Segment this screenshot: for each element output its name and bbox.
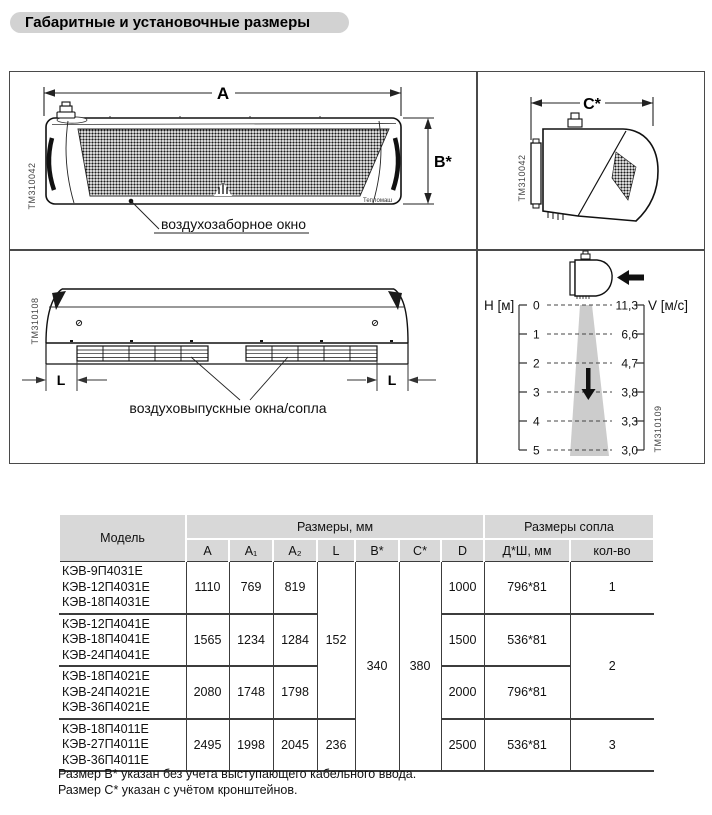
cell-A1: 1234: [229, 614, 273, 667]
cell-nozzle-size: 536*81: [484, 614, 570, 667]
cell-A2: 1284: [273, 614, 317, 667]
col-header-C: C*: [399, 539, 441, 562]
outlet-grille-right: [246, 346, 377, 361]
cell-nozzle-size: 796*81: [484, 562, 570, 614]
cell-L: 236: [317, 719, 355, 772]
velocity-tick-labels: [616, 299, 639, 458]
height-axis-label: H [м]: [484, 298, 515, 313]
svg-text:6,6: 6,6: [621, 327, 638, 342]
model-names: КЭВ-12П4041Е КЭВ-18П4041Е КЭВ-24П4041Е: [59, 614, 186, 667]
col-header-nozzle-count: кол-во: [570, 539, 654, 562]
cell-A1: 769: [229, 562, 273, 614]
svg-text:2: 2: [533, 356, 540, 371]
outlet-grille-left: [77, 346, 208, 361]
cell-A1: 1748: [229, 666, 273, 719]
cell-A2: 819: [273, 562, 317, 614]
col-group-dimensions: Размеры, мм: [186, 514, 484, 539]
brand-text: Тепломаш: [363, 198, 393, 204]
svg-text:1: 1: [533, 327, 540, 342]
model-names: КЭВ-9П4031Е КЭВ-12П4031Е КЭВ-18П4031Е: [59, 562, 186, 614]
spec-table-wrap: [58, 513, 655, 772]
unit-side-body: [531, 113, 658, 221]
col-header-A2: A₂: [273, 539, 317, 562]
dim-width-label: A: [216, 84, 230, 103]
svg-text:4: 4: [533, 414, 540, 429]
cell-A2: 1798: [273, 666, 317, 719]
cell-A: 1565: [186, 614, 229, 667]
cell-A: 1110: [186, 562, 229, 614]
cell-L: 152: [317, 562, 355, 719]
svg-text:3,0: 3,0: [621, 443, 638, 458]
drawing-code: TM310042: [517, 154, 527, 202]
col-header-D: D: [441, 539, 484, 562]
cell-nozzle-count: 1: [570, 562, 654, 614]
cell-nozzle-size: 796*81: [484, 666, 570, 719]
mounting-bracket: [531, 143, 541, 204]
cell-D: 1000: [441, 562, 484, 614]
cell-D: 2000: [441, 666, 484, 719]
dim-height-label: B*: [434, 154, 452, 171]
intake-grille: [78, 129, 389, 196]
section-title-text: Габаритные и установочные размеры: [25, 14, 311, 31]
svg-text:3,3: 3,3: [621, 414, 638, 429]
section-title: [10, 12, 349, 33]
dim-offset-right-label: L: [387, 372, 397, 388]
side-view-drawing: [476, 72, 704, 249]
cell-nozzle-size: 536*81: [484, 719, 570, 772]
inflow-arrow-icon: [617, 270, 644, 285]
footnote-c: Размер С* указан с учётом кронштейнов.: [58, 783, 298, 797]
cell-nozzle-count: 3: [570, 719, 654, 772]
col-header-model: Модель: [59, 514, 186, 562]
cable-gland-icon: [57, 102, 87, 123]
svg-text:3: 3: [533, 385, 540, 400]
footnote-b: Размер В* указан без учета выступающего кабельного ввода.: [58, 767, 417, 781]
col-header-A: A: [186, 539, 229, 562]
cell-A2: 2045: [273, 719, 317, 772]
dim-depth-label: C*: [583, 96, 601, 113]
unit-icon: [570, 251, 612, 299]
height-tick-labels: [533, 299, 540, 458]
dim-height-B: [403, 118, 434, 204]
col-header-A1: A₁: [229, 539, 273, 562]
table-row-group-1: [59, 562, 654, 614]
drawing-code: TM310109: [653, 405, 663, 453]
velocity-axis-label: V [м/с]: [648, 298, 689, 313]
cell-A1: 1998: [229, 719, 273, 772]
airflow-diagram: [476, 249, 704, 463]
svg-text:5: 5: [533, 443, 540, 458]
cable-gland-icon: [568, 113, 582, 127]
svg-text:3,8: 3,8: [621, 385, 638, 400]
cell-C: 380: [399, 562, 441, 772]
front-view-drawing: [10, 72, 476, 249]
col-header-B: B*: [355, 539, 399, 562]
height-scale: [519, 305, 527, 450]
footnotes: [58, 766, 416, 798]
drawings-panel: [9, 71, 705, 464]
cell-nozzle-count: 2: [570, 614, 654, 719]
col-header-L: L: [317, 539, 355, 562]
intake-label: воздухозаборное окно: [161, 216, 307, 232]
svg-text:11,3: 11,3: [615, 298, 638, 313]
dimensions-table: [58, 513, 655, 772]
svg-text:4,7: 4,7: [621, 356, 638, 371]
model-names: КЭВ-18П4021Е КЭВ-24П4021Е КЭВ-36П4021Е: [59, 666, 186, 719]
col-group-nozzle: Размеры сопла: [484, 514, 654, 539]
model-names: КЭВ-18П4011Е КЭВ-27П4011Е КЭВ-36П4011Е: [59, 719, 186, 772]
cell-D: 1500: [441, 614, 484, 667]
cell-B: 340: [355, 562, 399, 772]
bottom-view-drawing: [10, 249, 476, 463]
drawing-code: TM310042: [27, 162, 37, 210]
drawing-code: TM310108: [30, 297, 40, 345]
cell-A: 2495: [186, 719, 229, 772]
cell-D: 2500: [441, 719, 484, 772]
dim-offset-left-label: L: [56, 372, 66, 388]
svg-text:0: 0: [533, 298, 540, 313]
outlet-label: воздуховыпускные окна/сопла: [129, 400, 327, 416]
cell-A: 2080: [186, 666, 229, 719]
col-header-nozzle-size: Д*Ш, мм: [484, 539, 570, 562]
unit-front-body: [46, 102, 401, 204]
